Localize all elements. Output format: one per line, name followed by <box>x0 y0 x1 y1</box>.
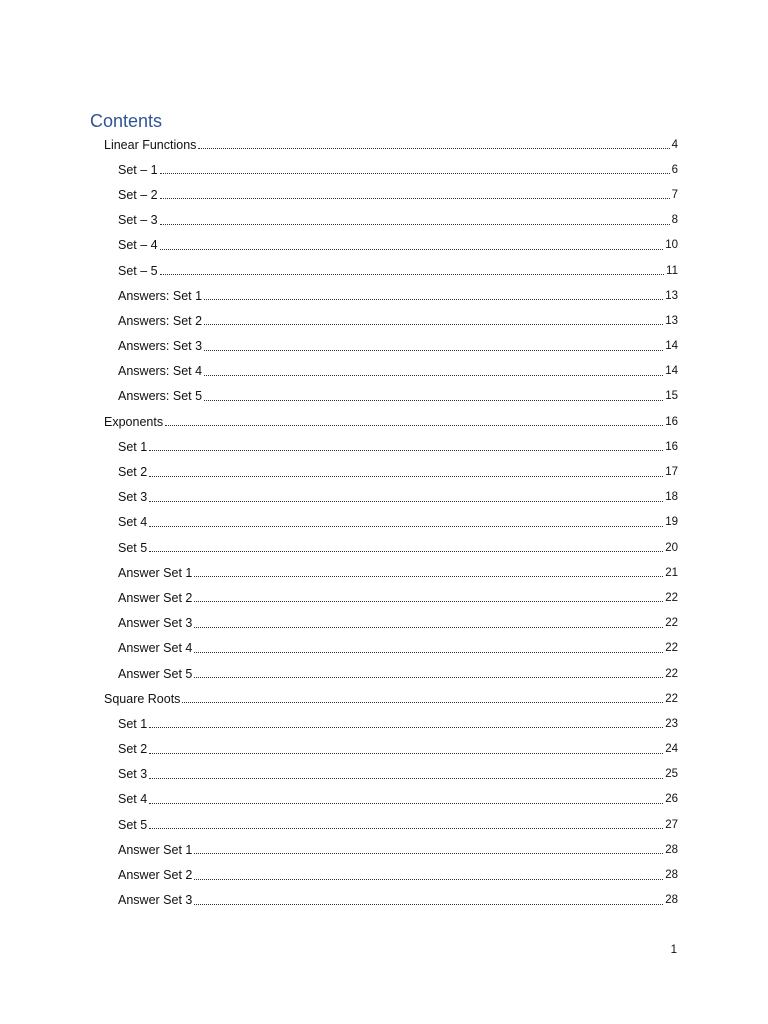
toc-section-entry[interactable] <box>104 132 678 157</box>
toc-entry-page-number: 6 <box>671 163 678 176</box>
toc-subsection-entry[interactable] <box>118 636 678 661</box>
toc-subsection-entry[interactable] <box>118 485 678 510</box>
toc-dot-leader <box>204 299 663 300</box>
toc-dot-leader <box>160 198 670 199</box>
toc-dot-leader <box>149 551 663 552</box>
toc-entry-label: Set 4 <box>118 515 148 530</box>
toc-subsection-entry[interactable] <box>118 585 678 610</box>
toc-entry-label: Answer Set 2 <box>118 590 193 605</box>
toc-entry-label: Set 2 <box>118 465 148 480</box>
toc-dot-leader <box>182 702 663 703</box>
toc-entry-label: Set 3 <box>118 767 148 782</box>
toc-dot-leader <box>194 879 663 880</box>
toc-subsection-entry[interactable] <box>118 283 678 308</box>
toc-dot-leader <box>194 652 663 653</box>
toc-entry-page-number: 24 <box>665 743 678 756</box>
toc-entry-page-number: 14 <box>665 365 678 378</box>
toc-entry-page-number: 22 <box>665 642 678 655</box>
toc-entry-page-number: 15 <box>665 390 678 403</box>
toc-entry-label: Linear Functions <box>104 137 197 152</box>
toc-entry-page-number: 26 <box>665 793 678 806</box>
toc-dot-leader <box>149 778 663 779</box>
toc-entry-label: Answer Set 3 <box>118 893 193 908</box>
toc-entry-label: Exponents <box>104 414 164 429</box>
toc-subsection-entry[interactable] <box>118 308 678 333</box>
toc-dot-leader <box>160 224 670 225</box>
toc-entry-page-number: 13 <box>665 289 678 302</box>
toc-entry-page-number: 22 <box>665 617 678 630</box>
toc-entry-label: Set 2 <box>118 742 148 757</box>
toc-dot-leader <box>194 627 663 628</box>
toc-subsection-entry[interactable] <box>118 434 678 459</box>
toc-entry-label: Set 4 <box>118 792 148 807</box>
toc-section-entry[interactable] <box>104 686 678 711</box>
toc-entry-label: Set 1 <box>118 439 148 454</box>
toc-entry-label: Set – 5 <box>118 263 158 278</box>
toc-dot-leader <box>160 249 664 250</box>
toc-entry-page-number: 22 <box>665 692 678 705</box>
toc-entry-page-number: 10 <box>665 239 678 252</box>
toc-subsection-entry[interactable] <box>118 888 678 913</box>
toc-dot-leader <box>204 350 663 351</box>
toc-subsection-entry[interactable] <box>118 182 678 207</box>
toc-entry-label: Answer Set 1 <box>118 565 193 580</box>
toc-entry-page-number: 16 <box>665 440 678 453</box>
toc-entry-label: Answer Set 4 <box>118 641 193 656</box>
toc-entry-page-number: 16 <box>665 415 678 428</box>
toc-subsection-entry[interactable] <box>118 560 678 585</box>
toc-subsection-entry[interactable] <box>118 711 678 736</box>
toc-entry-page-number: 14 <box>665 340 678 353</box>
toc-dot-leader <box>204 400 663 401</box>
toc-dot-leader <box>160 173 670 174</box>
toc-entry-label: Answers: Set 2 <box>118 313 203 328</box>
toc-subsection-entry[interactable] <box>118 787 678 812</box>
toc-entry-label: Answer Set 5 <box>118 666 193 681</box>
toc-dot-leader <box>149 828 663 829</box>
toc-dot-leader <box>194 677 663 678</box>
toc-entry-page-number: 8 <box>671 214 678 227</box>
toc-subsection-entry[interactable] <box>118 157 678 182</box>
toc-entry-page-number: 28 <box>665 869 678 882</box>
toc-dot-leader <box>149 501 663 502</box>
toc-dot-leader <box>194 904 663 905</box>
toc-entry-page-number: 11 <box>666 264 678 277</box>
toc-dot-leader <box>198 148 669 149</box>
toc-subsection-entry[interactable] <box>118 812 678 837</box>
toc-dot-leader <box>149 727 663 728</box>
toc-entry-page-number: 18 <box>665 491 678 504</box>
toc-dot-leader <box>149 476 663 477</box>
toc-subsection-entry[interactable] <box>118 661 678 686</box>
toc-dot-leader <box>194 601 663 602</box>
toc-subsection-entry[interactable] <box>118 208 678 233</box>
toc-entry-page-number: 20 <box>665 541 678 554</box>
toc-dot-leader <box>194 853 663 854</box>
toc-entry-label: Set – 2 <box>118 187 158 202</box>
toc-entry-page-number: 13 <box>665 314 678 327</box>
toc-entry-page-number: 27 <box>665 818 678 831</box>
toc-subsection-entry[interactable] <box>118 334 678 359</box>
toc-entry-label: Set – 4 <box>118 238 158 253</box>
toc-entry-label: Answers: Set 4 <box>118 364 203 379</box>
toc-subsection-entry[interactable] <box>118 459 678 484</box>
toc-entry-page-number: 19 <box>665 516 678 529</box>
toc-entry-label: Set 1 <box>118 716 148 731</box>
toc-entry-label: Answer Set 1 <box>118 842 193 857</box>
toc-entry-page-number: 4 <box>671 138 678 151</box>
toc-entry-label: Answers: Set 1 <box>118 288 203 303</box>
toc-subsection-entry[interactable] <box>118 535 678 560</box>
toc-dot-leader <box>149 526 663 527</box>
table-of-contents <box>0 132 768 913</box>
toc-entry-page-number: 21 <box>665 566 678 579</box>
toc-entry-label: Set 3 <box>118 490 148 505</box>
toc-entry-page-number: 25 <box>665 768 678 781</box>
toc-entry-label: Set – 1 <box>118 162 158 177</box>
toc-entry-label: Answers: Set 3 <box>118 339 203 354</box>
toc-dot-leader <box>204 324 663 325</box>
toc-entry-page-number: 22 <box>665 591 678 604</box>
toc-section-entry[interactable] <box>104 409 678 434</box>
page-title: Contents <box>90 111 163 131</box>
toc-dot-leader <box>149 450 663 451</box>
toc-dot-leader <box>204 375 663 376</box>
toc-entry-label: Answers: Set 5 <box>118 389 203 404</box>
toc-subsection-entry[interactable] <box>118 611 678 636</box>
toc-dot-leader <box>194 576 663 577</box>
toc-subsection-entry[interactable] <box>118 233 678 258</box>
toc-entry-page-number: 7 <box>671 188 678 201</box>
toc-entry-label: Square Roots <box>104 691 181 706</box>
toc-subsection-entry[interactable] <box>118 837 678 862</box>
toc-subsection-entry[interactable] <box>118 359 678 384</box>
toc-entry-page-number: 28 <box>665 894 678 907</box>
toc-entry-page-number: 23 <box>665 717 678 730</box>
toc-dot-leader <box>160 274 664 275</box>
footer-page-number: 1 <box>670 944 677 956</box>
toc-dot-leader <box>165 425 663 426</box>
toc-subsection-entry[interactable] <box>118 510 678 535</box>
toc-subsection-entry[interactable] <box>118 762 678 787</box>
toc-dot-leader <box>149 803 663 804</box>
toc-entry-label: Set 5 <box>118 540 148 555</box>
toc-entry-page-number: 28 <box>665 843 678 856</box>
toc-subsection-entry[interactable] <box>118 384 678 409</box>
toc-entry-label: Answer Set 3 <box>118 616 193 631</box>
toc-entry-page-number: 17 <box>665 466 678 479</box>
toc-subsection-entry[interactable] <box>118 862 678 887</box>
toc-dot-leader <box>149 753 663 754</box>
toc-entry-label: Set 5 <box>118 817 148 832</box>
toc-entry-page-number: 22 <box>665 667 678 680</box>
toc-subsection-entry[interactable] <box>118 737 678 762</box>
toc-subsection-entry[interactable] <box>118 258 678 283</box>
toc-entry-label: Set – 3 <box>118 213 158 228</box>
toc-entry-label: Answer Set 2 <box>118 868 193 883</box>
